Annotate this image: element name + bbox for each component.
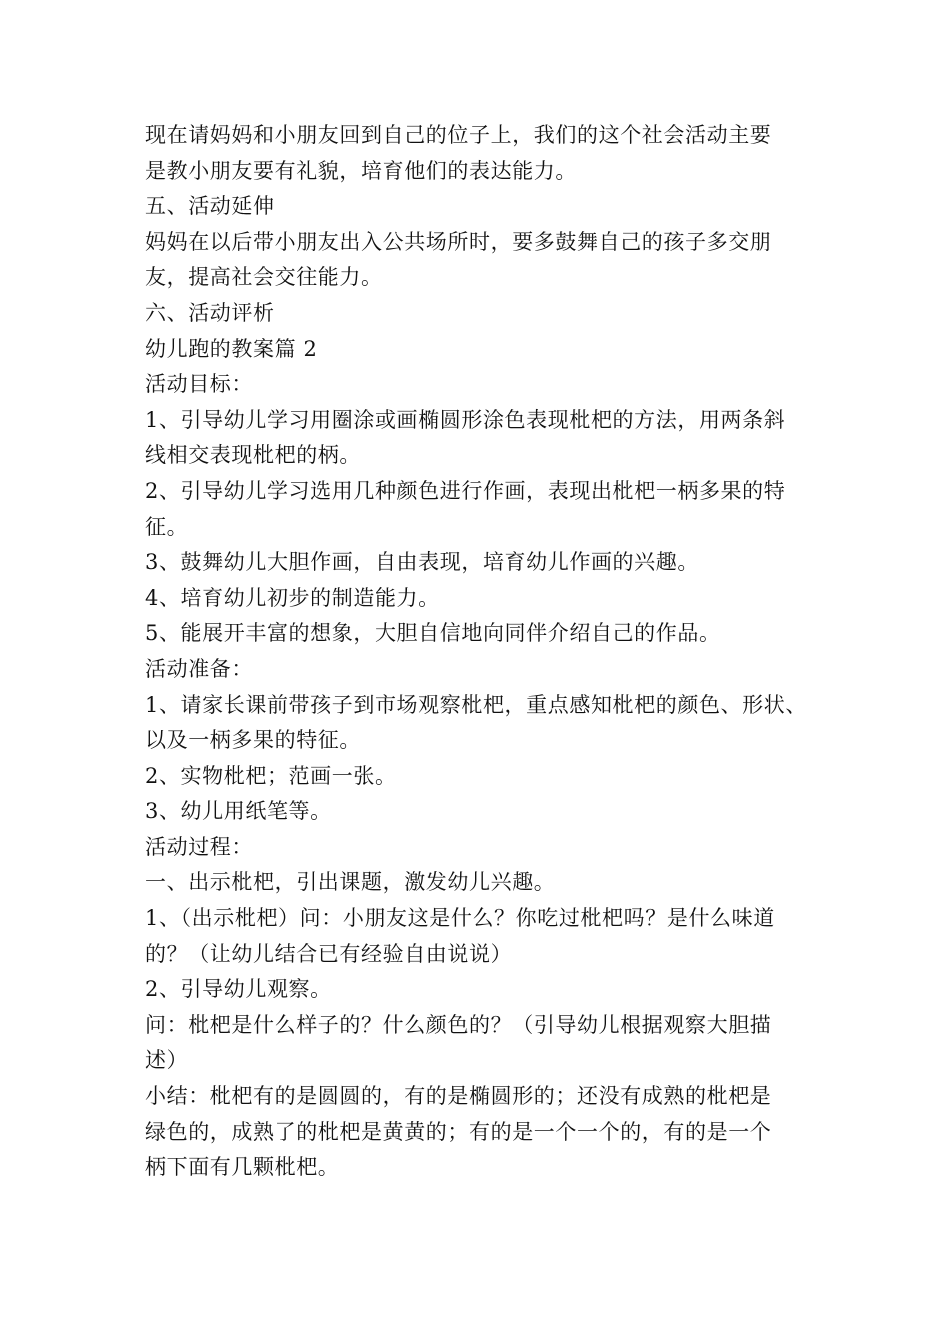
text-line: 小结：枇杷有的是圆圆的，有的是椭圆形的；还没有成熟的枇杷是 bbox=[145, 1084, 772, 1109]
text-line: 现在请妈妈和小朋友回到自己的位子上，我们的这个社会活动主要 bbox=[145, 123, 772, 147]
list-item: 4、培育幼儿初步的制造能力。 bbox=[145, 585, 440, 610]
list-item: 1、引导幼儿学习用圈涂或画椭圆形涂色表现枇杷的方法，用两条斜 bbox=[145, 407, 786, 432]
text-line: 线相交表现枇杷的柄。 bbox=[145, 443, 361, 468]
list-item: 2、引导幼儿学习选用几种颜色进行作画，表现出枇杷一柄多果的特 bbox=[145, 478, 786, 503]
text-line: 绿色的，成熟了的枇杷是黄黄的；有的是一个一个的，有的是一个 bbox=[145, 1119, 772, 1144]
list-item: 2、实物枇杷；范画一张。 bbox=[145, 763, 397, 788]
list-item: 5、能展开丰富的想象，大胆自信地向同伴介绍自己的作品。 bbox=[145, 621, 721, 646]
step-heading: 一、出示枇杷，引出课题，激发幼儿兴趣。 bbox=[145, 870, 556, 895]
section-heading: 五、活动延伸 bbox=[145, 194, 275, 219]
text-line: 友，提高社会交往能力。 bbox=[145, 265, 383, 290]
text-line: 柄下面有几颗枇杷。 bbox=[145, 1155, 340, 1180]
lesson-title: 幼儿跑的教案篇 2 bbox=[145, 336, 318, 361]
list-item: 1、（出示枇杷）问：小朋友这是什么？你吃过枇杷吗？是什么味道 bbox=[145, 906, 775, 931]
list-item: 3、鼓舞幼儿大胆作画，自由表现，培育幼儿作画的兴趣。 bbox=[145, 550, 699, 575]
document-body bbox=[145, 118, 835, 1186]
text-line: 征。 bbox=[145, 514, 189, 539]
list-item: 1、请家长课前带孩子到市场观察枇杷，重点感知枇杷的颜色、形状、 bbox=[145, 692, 807, 717]
text-line: 问：枇杷是什么样子的？什么颜色的？（引导幼儿根据观察大胆描 bbox=[145, 1012, 772, 1037]
text-line: 的？（让幼儿结合已有经验自由说说） bbox=[145, 941, 513, 966]
section-heading: 活动过程： bbox=[145, 834, 253, 859]
section-heading: 活动准备： bbox=[145, 656, 253, 681]
section-heading: 活动目标： bbox=[145, 372, 253, 397]
text-line: 妈妈在以后带小朋友出入公共场所时，要多鼓舞自己的孩子多交朋 bbox=[145, 229, 772, 254]
text-line: 以及一柄多果的特征。 bbox=[145, 728, 361, 753]
text-line: 是教小朋友要有礼貌，培育他们的表达能力。 bbox=[145, 158, 577, 183]
list-item: 2、引导幼儿观察。 bbox=[145, 977, 332, 1002]
list-item: 3、幼儿用纸笔等。 bbox=[145, 799, 332, 824]
text-line: 述） bbox=[145, 1048, 189, 1073]
section-heading: 六、活动评析 bbox=[145, 300, 275, 325]
